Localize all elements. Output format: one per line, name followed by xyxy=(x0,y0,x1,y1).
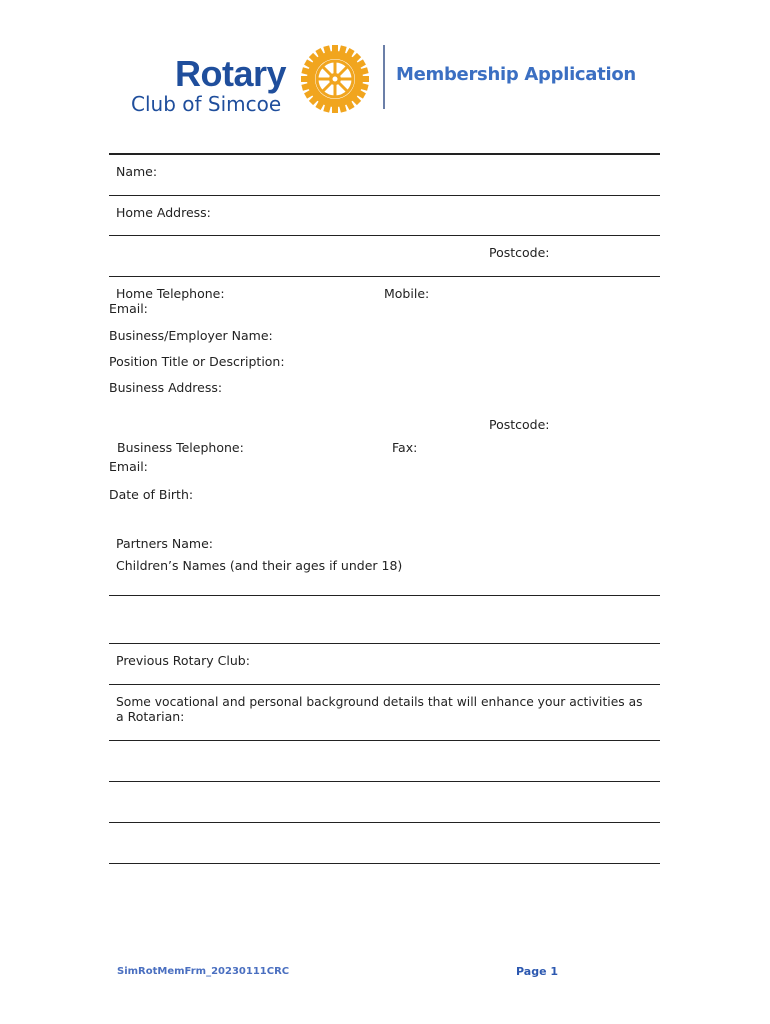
business-address-label: Business Address: xyxy=(109,380,223,395)
date-of-birth-label: Date of Birth: xyxy=(109,487,194,502)
form-top-rule xyxy=(109,153,660,155)
form-rule xyxy=(109,595,660,596)
form-rule xyxy=(109,740,660,741)
position-title-label: Position Title or Description: xyxy=(109,354,285,369)
mobile-label: Mobile: xyxy=(384,286,430,301)
background-details-label: Some vocational and personal background details that will enhance your activities as xyxy=(116,695,643,709)
name-label: Name: xyxy=(116,164,158,179)
form-rule xyxy=(109,235,660,236)
email-label: Email: xyxy=(109,301,148,316)
header-divider xyxy=(383,45,385,109)
previous-club-label: Previous Rotary Club: xyxy=(116,653,250,668)
rotary-wheel-icon xyxy=(297,44,373,114)
background-details-label-cont: a Rotarian: xyxy=(116,709,185,724)
form-rule xyxy=(109,195,660,196)
business-telephone-label: Business Telephone: xyxy=(117,440,244,455)
business-employer-label: Business/Employer Name: xyxy=(109,328,273,343)
page-number: Page 1 xyxy=(516,965,559,978)
logo-club-name: Club of Simcoe xyxy=(131,92,282,116)
childrens-names-label: Children’s Names (and their ages if under 18) xyxy=(116,558,403,573)
form-rule xyxy=(109,684,660,685)
form-rule xyxy=(109,643,660,644)
form-rule xyxy=(109,276,660,277)
home-telephone-label: Home Telephone: xyxy=(116,286,225,301)
home-address-label: Home Address: xyxy=(116,205,211,220)
form-rule xyxy=(109,781,660,782)
form-rule xyxy=(109,863,660,864)
partners-name-label: Partners Name: xyxy=(116,536,214,551)
logo-rotary-wordmark: Rotary xyxy=(175,53,287,94)
business-postcode-label: Postcode: xyxy=(489,417,550,432)
business-email-label: Email: xyxy=(109,459,148,474)
form-rule xyxy=(109,822,660,823)
fax-label: Fax: xyxy=(392,440,418,455)
postcode-label: Postcode: xyxy=(489,245,550,260)
page-title: Membership Application xyxy=(396,64,636,85)
document-code: SimRotMemFrm_20230111CRC xyxy=(117,966,290,977)
